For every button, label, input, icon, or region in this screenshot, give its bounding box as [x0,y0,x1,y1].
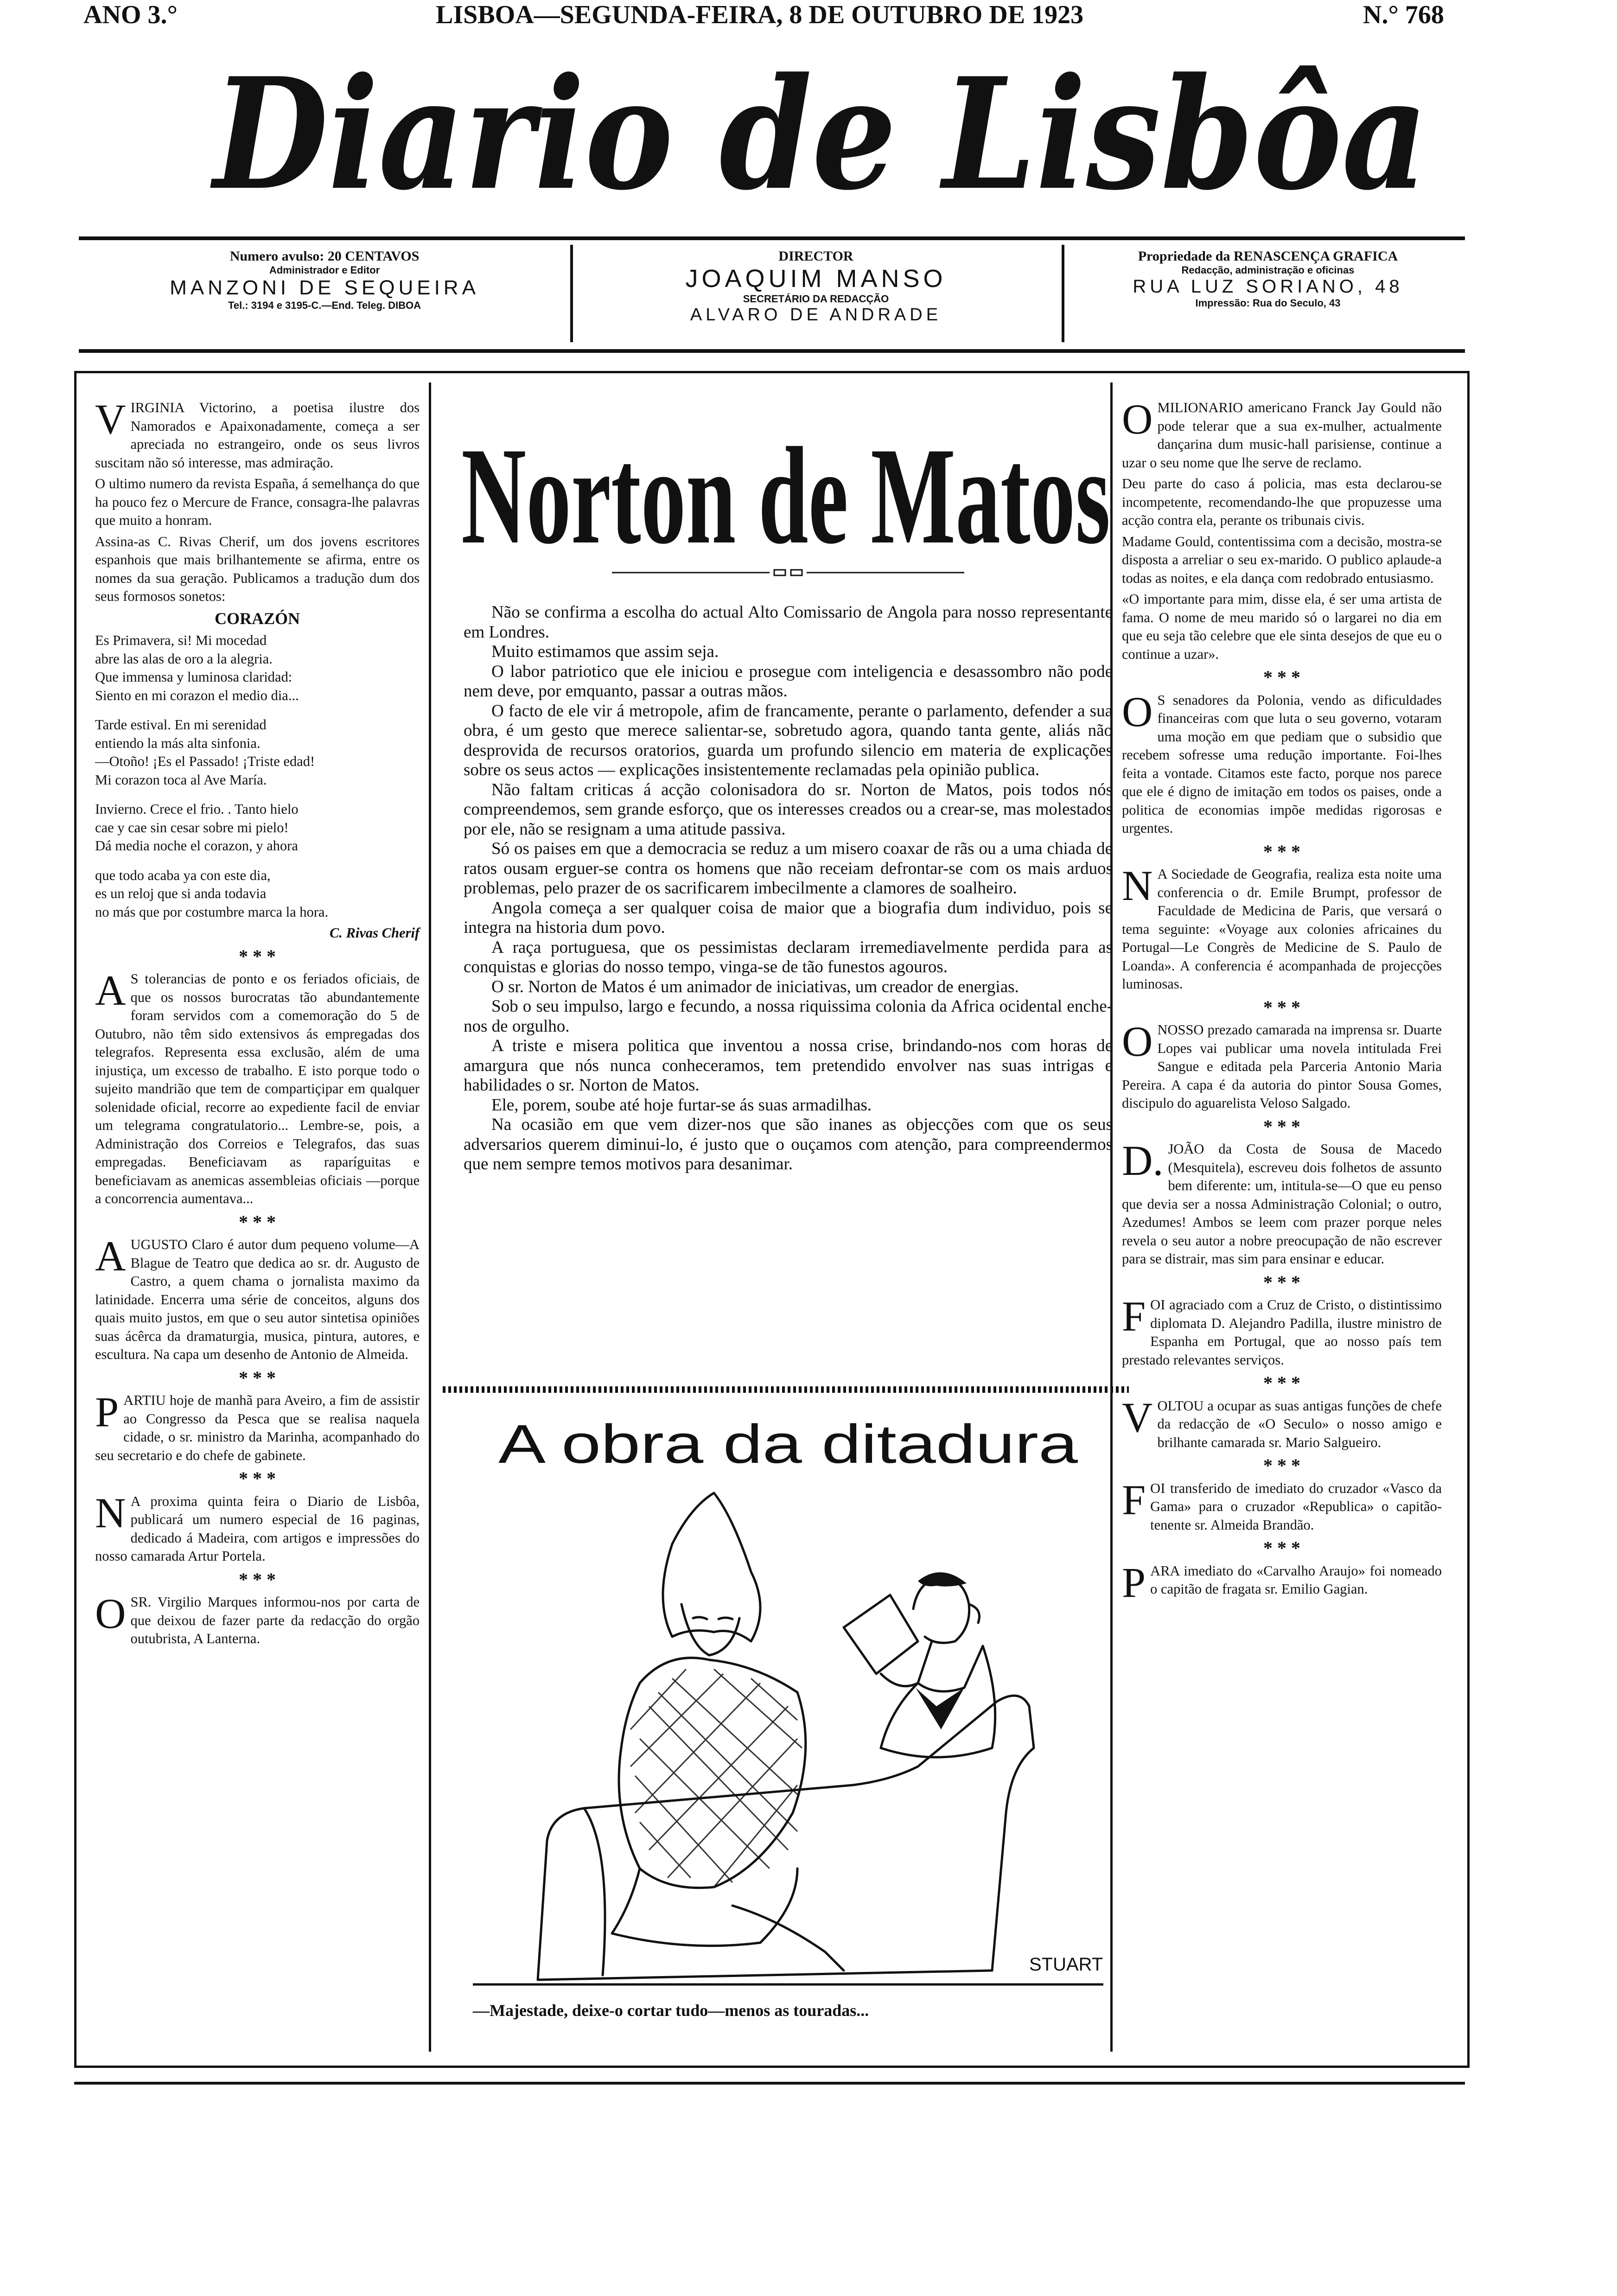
separator-stars: * * * [1263,1455,1300,1476]
shawl-hatching [630,1669,797,1887]
separator-stars: * * * [1263,1372,1300,1393]
drop-cap: F [1122,1293,1146,1340]
skirt-shape [612,1869,797,1946]
main-headline [452,403,1120,561]
main-paragraph: A triste e misera politica que inventou a nossa crise, brindando-nos com horas de amargura que nós nunca conheceramos, tem pretendido envolver nas suas intrigas e habilidades o sr. Norton de Matos. [464,1036,1113,1095]
article-geografia: N A Sociedade de Geografia, realiza esta noite uma conferencia o dr. Emile Brumpt, professor de Faculdade de Medicina de Paris, que versará o tema seguinte: «Voyage aux colonies africaines du Portugal—Le Congrès de Medicine de S. Paulo de Loanda». A conferencia é acompanhada de projecções luminosas. [1122,862,1442,992]
info-divider [570,245,573,342]
face-shape [681,1604,739,1655]
cartoon-title [473,1405,1103,1479]
drop-cap: N [95,1489,126,1537]
main-paragraph: Na ocasião em que vem dizer-nos que são inanes as objecções com que os seus adversarios querem diminui-lo, é justo que o ouçamos com atenção, para compreendermos que nem sempre temos motivos para desanimar. [464,1115,1113,1174]
secretary-role: SECRETÁRIO DA REDACÇÃO [743,293,889,305]
drop-cap: P [95,1388,119,1435]
main-paragraph: O sr. Norton de Matos é um animador de iniciativas, um creador de energias. [491,977,1019,996]
right-column [1122,395,1442,1606]
article-macedo: D. JOÃO da Costa de Sousa de Macedo (Mesquitela), escreveu dois folhetos de assunto bem diferente: um, intitula-se—O que eu penso que devia ser a nossa Administração Colonial; o outro, Azedumes! Ambos se leem com prazer porque neles revela o seu autor a nobre preocupação de não escrever para se distrair, mas sim para ensinar e educar. [1122,1137,1442,1267]
cartoon-title-text: A obra da ditadura [498,1414,1078,1475]
article-partiu: PARTIU hoje de manhã para Aveiro, a fim de assistir ao Congresso da Pesca que se realisa naquela cidade, o sr. ministro da Marinha, acompanhado do seu secretario e do chefe de gabinete. [95,1388,420,1463]
drop-cap: D. [1122,1137,1164,1184]
paper-sheet [844,1595,918,1674]
article-gould-3: Madame Gould, contentissima com a decisão, mostra-se disposta a arreliar o seu ex-marido. O publico aplaude-a todas as noites, e ela dança com redobrado entusiasmo. [1122,533,1442,586]
sofa-line [584,1808,605,1975]
separator-stars: * * * [1263,841,1300,862]
separator-stars: * * * [239,945,276,967]
separator-stars: * * * [1263,1116,1300,1137]
sofa-shape [538,1696,1034,1980]
drop-cap: O [95,1590,126,1637]
main-paragraph: A raça portuguesa, que os pessimistas declaram irremediavelmente perdida para as conquistas e glorias do nosso tempo, vinga-se de tão funestos agouros. [464,938,1113,976]
headline-ornament [612,568,964,577]
drop-cap: V [95,395,126,443]
poem-stanza: Es Primavera, si! Mi mocedad abre las alas de oro a la alegria. Que immensa y luminosa claridad: Siento en mi corazon el medio dia... [95,632,299,703]
section-divider [443,1386,1129,1393]
admin-role: Administrador e Editor [269,264,380,276]
article-gould-2: Deu parte do caso á policia, mas esta declarou-se incompetente, recomendando-lhe que propuzesse uma acção contra ela, perante os tribunais civis. [1122,476,1442,528]
separator-stars: * * * [1263,1271,1300,1293]
drop-cap: P [1122,1558,1146,1606]
mantilla-shape [663,1493,760,1641]
info-director [584,249,1048,339]
drop-cap: O [1122,688,1153,735]
article-espana: O ultimo numero da revista España, á semelhança do que ha pouco fez o Mercure de France, consagra-lhe palavras que muito a honram. [95,476,420,528]
main-paragraph: Não faltam criticas á acção colonisadora do sr. Norton de Matos, pois todos nós compreendemos, sem grande esforço, que os interesses creados ou a crear-se, mas molestados por ele, não se resignam a uma atitude passiva. [464,780,1113,839]
drop-cap: F [1122,1476,1146,1524]
separator-stars: * * * [239,1367,276,1388]
drop-cap: N [1122,862,1153,909]
article-augusto: AUGUSTO Claro é autor dum pequeno volume—A Blague de Teatro que dedica ao sr. dr. Augusto de Castro, a quem chama o jornalista maximo da latinidade. Encerra uma série de conceitos, alguns dos quais muito justos, em que o seu autor sintetisa opiniões suas ácêrca da dramaturgia, musica, pintura, autores, e escultura. Na capa um desenho de Antonio de Almeida. [95,1232,420,1362]
separator-stars: * * * [1263,667,1300,688]
year-label: ANO 3.° [83,0,178,29]
article-rivas: Assina-as C. Rivas Cherif, um dos jovens escritores espanhois que mais brilhantemente se afirma, entre os nomes da sua geração. Publicamos a tradução dum dos seus formosos sonetos: [95,533,420,604]
dateline-bar [83,0,1456,32]
masthead [195,49,1446,225]
main-article [464,603,1113,1174]
article-brandao: FOI transferido de imediato do cruzador «Vasco da Gama» para o cruzador «Republica» o capitão-tenente sr. Almeida Brandão. [1122,1476,1442,1533]
main-paragraph: Angola começa a ser qualquer coisa de maior que a biografia dum individuo, pois se integra na historia dum povo. [464,898,1113,937]
drop-cap: O [1122,395,1153,443]
main-paragraph: Só os paises em que a democracia se reduz a um misero coaxar de rãs ou a uma chiada de ratos ousam erguer-se contra os homens que não receiam defrontar-se com os mais arduos problemas, pelo prazer de os sacrificarem imbecilmente a clamores de soalheiro. [464,839,1113,898]
man-hand [881,1674,918,1686]
newspaper-title: Diario de Lisbôa [209,49,1428,224]
telephone: Tel.: 3194 e 3195-C.—End. Teleg. DIBOA [228,300,421,311]
info-owner [1076,249,1460,339]
owner-label: Propriedade da RENASCENÇA GRAFICA [1138,249,1398,264]
issue-number: N.° 768 [1363,0,1444,29]
cartoon-caption: —Majestade, deixe-o cortar tudo—menos as touradas... [473,2001,869,2020]
man-ear [969,1604,980,1623]
main-paragraph: Não se confirma a escolha do actual Alto Comissario de Angola para nosso representante em Londres. [464,603,1113,642]
print-address: Impressão: Rua do Seculo, 43 [1195,297,1341,309]
poem-title: CORAZÓN [214,609,300,628]
eye-line [693,1617,707,1619]
article-padilla: FOI agraciado com a Cruz de Cristo, o distintissimo diplomata D. Alejandro Padilla, ilustre ministro de Espanha em Portugal, que ao nosso país tem prestado relevantes serviços. [1122,1293,1442,1368]
poem-stanza: Invierno. Crece el frio. . Tanto hielo cae y cae sin cesar sobre mi pielo! Dá media noche el corazon, y ahora [95,801,299,854]
poem-signature: C. Rivas Cherif [329,925,420,941]
left-column [95,395,420,1651]
main-paragraph: Sob o seu impulso, largo e fecundo, a nossa riquissima colonia da Africa ocidental enche-nos de orgulho. [464,997,1113,1036]
article-lopes: ONOSSO prezado camarada na imprensa sr. Duarte Lopes vai publicar uma novela intitulada Frei Sangue e editada pela Parceria Antonio Maria Pereira. A capa é da autoria do pintor Sousa Gomes, discipulo do aguarelista Veloso Salgado. [1122,1018,1442,1111]
info-admin [88,249,561,339]
drop-cap: V [1122,1393,1153,1441]
article-salgueiro: VOLTOU a ocupar as suas antigas funções de chefe da redacção de «O Seculo» o nosso amigo e brilhante camarada sr. Mario Salgueiro. [1122,1393,1442,1450]
shawl-hatching [635,1669,802,1882]
dept-label: Redacção, administração e oficinas [1181,264,1355,276]
secretary-name: ALVARO DE ANDRADE [690,305,942,325]
man-hair [918,1572,967,1586]
man-coat [881,1646,995,1757]
shawl-shape [619,1658,806,1888]
separator-stars: * * * [239,1569,276,1590]
bottom-rule [74,2082,1465,2085]
man-collar [918,1641,983,1691]
eye-line [719,1618,732,1619]
article-gagian: PARA imediato do «Carvalho Araujo» foi nomeado o capitão de fragata sr. Emilio Gagian. [1122,1558,1442,1606]
separator-stars: * * * [239,1211,276,1232]
director-role: DIRECTOR [778,249,853,264]
main-paragraph: Muito estimamos que assim seja. [491,642,719,661]
separator-stars: * * * [239,1468,276,1489]
headline-text: Norton de Matos [461,419,1110,561]
article-gould-4: «O importante para mim, disse ela, é ser uma artista de fama. O nome de meu marido só o largarei no dia em que eu seja tão celebre que ele sinta desejos de que eu o continue a uzar». [1122,591,1442,662]
info-bar [79,236,1465,353]
cartoon-illustration [473,1488,1103,1989]
main-paragraph: Ele, porem, soube até hoje furtar-se ás suas armadilhas. [491,1095,872,1115]
price-label: Numero avulso: 20 CENTAVOS [229,249,420,264]
address: RUA LUZ SORIANO, 48 [1133,276,1403,297]
dateline: LISBOA—SEGUNDA-FEIRA, 8 DE OUTUBRO DE 1923 [436,0,1084,29]
admin-name: MANZONI DE SEQUEIRA [170,276,479,299]
leg-line [732,1906,844,1971]
drop-cap: A [95,1232,126,1280]
main-paragraph: O facto de ele vir á metropole, afim de francamente, perante o parlamento, defender a sua obra, é um gesto que merece salientar-se, sobretudo agora, quando tanta gente, aliás não desprovida de recursos oratorios, guarda um profundo silencio em materia de explicações sobre os seus actos — explicações insistentemente reclamadas pela opinião publica. [464,701,1113,779]
info-divider [1062,245,1064,342]
article-gould: OMILIONARIO americano Franck Jay Gould não pode telerar que a sua ex-mulher, actualmente dançarina dum music-hall parisiense, continue a uzar o seu nome que lhe serve de reclamo. [1122,395,1442,471]
article-marques: OSR. Virgilio Marques informou-nos por carta de que deixou de fazer parte da redacção do orgão outubrista, A Lanterna. [95,1590,420,1646]
director-name: JOAQUIM MANSO [685,265,947,293]
article-victorino: VIRGINIA Victorino, a poetisa ilustre dos Namorados e Apaixonadamente, começa a ser apreciada no estrangeiro, onde os seus livros suscitam não só interesse, mas admiração. [95,395,420,471]
article-tolerancias: A S tolerancias de ponto e os feriados oficiais, de que os nossos burocratas tão abundantemente foram servidos com a comemoração do 5 de Outubro, não têm sido extensivos ás empregadas dos telegrafos. Representa essa exclusão, além de uma injustiça, um excesso de trabalho. E isto porque todo o sujeito mandrião que tem de compartiçipar em qualquer solenidade oficial, recorre ao expediente facil de enviar um telegrama congratulatorio... Lembre-se, pois, a Administração dos Correios e Telegrafos, das suas empregadas. Beneficiavam as raparíguitas e beneficiavam as anemicas assembleias oficiais —porque a concorrencia aumentava... [95,967,420,1206]
man-tie [916,1688,964,1729]
cartoon-signature: STUART [1029,1954,1103,1975]
poem-stanza: Tarde estival. En mi serenidad entiendo la más alta sinfonia. —Otoño! ¡Es el Passado! ¡Triste edad! Mi corazon toca al Ave María. [95,717,315,788]
article-polonia: O S senadores da Polonia, vendo as dificuldades financeiras com que luta o seu governo, votaram uma moção em que pediam que o subsidio que recebem sofresse uma redução importante. Foi-lhes feita a vontade. Citamos este facto, porque nos parece que ele é digno de imitação em todos os paises, onde a politica de economias impõe medidas rigorosas e urgentes. [1122,688,1442,836]
column-rule [429,383,431,2052]
separator-stars: * * * [1263,1537,1300,1558]
main-paragraph: O labor patriotico que ele iniciou e prosegue com inteligencia e desassombro não pode nem deve, por emquanto, passar a outras mãos. [464,662,1113,701]
separator-stars: * * * [1263,996,1300,1018]
poem-stanza: que todo acaba ya con este dia, es un reloj que si anda todavia no más que por costumbre marca la hora. [95,867,329,920]
man-head [913,1576,969,1643]
article-proxima: N A proxima quinta feira o Diario de Lisbôa, publicará um numero especial de 16 paginas, dedicado á Madeira, com artigos e impressões do nosso camarada Artur Portela. [95,1489,420,1564]
drop-cap: A [95,967,126,1014]
drop-cap: O [1122,1018,1153,1065]
